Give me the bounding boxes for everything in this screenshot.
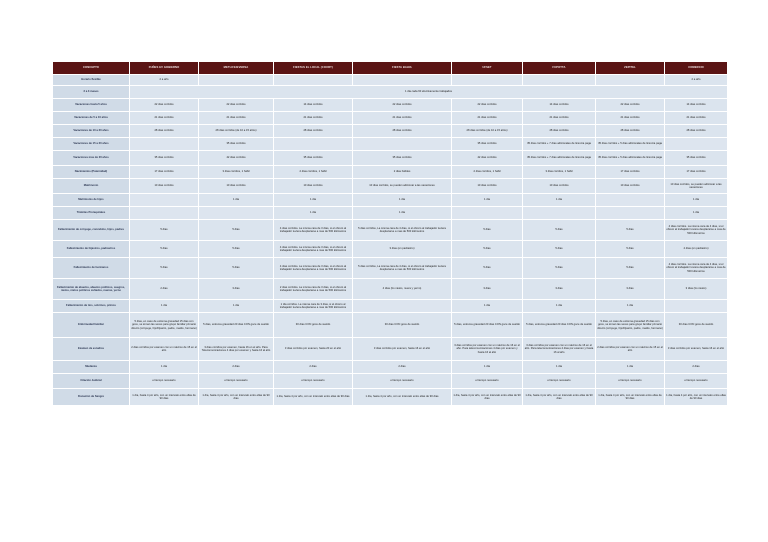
row-label: Vacaciones de 10 a 20 años bbox=[53, 125, 129, 137]
table-row bbox=[53, 374, 727, 388]
table-cell: 35 días corridos + 7 días adicionales de licencia paga bbox=[523, 138, 595, 150]
column-header: ZEPITEL bbox=[596, 62, 664, 74]
column-header: FUÑES EV GOBIERNO bbox=[130, 62, 198, 74]
table-cell: 5 días bbox=[452, 220, 522, 240]
table-cell: 35 días corridos bbox=[452, 138, 522, 150]
table-cell: 22 días corridos bbox=[452, 99, 522, 111]
table-cell bbox=[596, 75, 664, 85]
table-cell: 10 días corridos, se pueden adicionar a las vacaciones bbox=[665, 179, 727, 193]
table-cell: 1 día bbox=[353, 194, 451, 206]
table-cell: 5 días bbox=[596, 220, 664, 240]
row-label: Nacimientos (Paternidad) bbox=[53, 166, 129, 178]
table-cell: 3 días bbox=[523, 279, 595, 299]
table-row bbox=[53, 338, 727, 360]
table-cell: 4 días corridos. La misma cara de 3 días, si el obrero al trabajador tuviera desplazarse a mas de 500 kilómetros bbox=[274, 220, 352, 240]
table-cell: 30 días CON goce de sueldo bbox=[353, 313, 451, 337]
table-cell: 1 día bbox=[199, 194, 273, 206]
table-cell: 1 día bbox=[452, 361, 522, 373]
row-label: Donación de Sangre bbox=[53, 389, 129, 405]
table-cell: 10 días corridos bbox=[596, 179, 664, 193]
table-cell: 21 días corridos bbox=[274, 112, 352, 124]
table-cell: 21 días corridos bbox=[199, 112, 273, 124]
table-cell: el tiempo necesario bbox=[596, 374, 664, 388]
table-cell bbox=[130, 194, 198, 206]
table-cell: 1 día, hasta 4 por año, con un intervalo entre ellas de 90 días bbox=[199, 389, 273, 405]
table-cell: 28 días corridos bbox=[274, 125, 352, 137]
table-cell: 28 días corridos bbox=[523, 125, 595, 137]
table-cell: 5 días, en caso de extrema gravedad 15 días con goce, se toman las veces para grupo familiar primario directo (cónyuge, hijo/hijastro, padre, madre, hermano) bbox=[596, 313, 664, 337]
table-cell: 2 días corridos. La misma cara de 3 días, si el obrero al trabajador tuviera desplazarse a mas de 500 kilómetros bbox=[274, 279, 352, 299]
table-cell: 3 días (tío nietos) bbox=[665, 279, 727, 299]
row-label: Matrimonio bbox=[53, 179, 129, 193]
table-cell: 22 días corridos bbox=[130, 99, 198, 111]
header-row bbox=[53, 62, 727, 74]
table-cell: 5 días bbox=[199, 220, 273, 240]
table-cell: 21 días corridos bbox=[596, 112, 664, 124]
table-cell: 1 día bbox=[199, 300, 273, 312]
table-cell: 5 días bbox=[523, 258, 595, 278]
table-cell: 1 día, hasta 4 por año, con un intervalo entre ellas de 90 días bbox=[130, 389, 198, 405]
table-cell bbox=[199, 207, 273, 219]
table-cell: 1 día bbox=[130, 361, 198, 373]
table-cell: 1 día, hasta 4 por año, con un intervalo entre ellas de 90 días bbox=[452, 389, 522, 405]
table-cell bbox=[274, 75, 352, 85]
table-row bbox=[53, 389, 727, 405]
merged-cell: 1 día cada 60 efectivamente trabajados bbox=[130, 86, 727, 98]
column-header: UFSET bbox=[452, 62, 522, 74]
table-cell: 17 días corridos bbox=[130, 166, 198, 178]
table-cell: 4 días corridos. La misma cara de 4 días, si el obrero al trabajador tuviera desplazarse a mas de 500 kilómetros bbox=[665, 220, 727, 240]
table-cell bbox=[523, 207, 595, 219]
table-cell: 1 día bbox=[452, 194, 522, 206]
table-cell: 22 días corridos bbox=[596, 99, 664, 111]
table-cell: 10 días corridos, se pueden adicionar a las vacaciones bbox=[353, 179, 451, 193]
table-cell bbox=[523, 75, 595, 85]
table-cell: 5 días bbox=[523, 220, 595, 240]
table-cell: 5 días bbox=[199, 241, 273, 257]
table-cell: 5 días bbox=[199, 258, 273, 278]
table-row bbox=[53, 300, 727, 312]
table-cell: 2 días corridos, 1 hábil bbox=[274, 166, 352, 178]
table-cell: 2 a año bbox=[130, 75, 198, 85]
row-label: 2 a 3 meses bbox=[53, 86, 129, 98]
table-cell: 3 días (en padrastro) bbox=[353, 241, 451, 257]
table-cell: 3 días corridos por examen, hasta 20 en el año bbox=[274, 338, 352, 360]
table-cell bbox=[665, 138, 727, 150]
column-header: FIESTAS EL LOCAL (COURT) bbox=[274, 62, 352, 74]
table-cell: 35 días corridos bbox=[274, 151, 352, 165]
table-cell: el tiempo necesario bbox=[199, 374, 273, 388]
table-row bbox=[53, 166, 727, 178]
table-row bbox=[53, 179, 727, 193]
table-cell bbox=[452, 75, 522, 85]
row-label: Examen de estudios bbox=[53, 338, 129, 360]
table-cell: 2 días hábiles bbox=[353, 166, 451, 178]
table-cell: 1 día, hasta 4 por año, con un intervalo entre ellas de 90 días bbox=[353, 389, 451, 405]
table-row bbox=[53, 138, 727, 150]
table-cell: 22 días corridos bbox=[199, 99, 273, 111]
table-cell: 1 día bbox=[596, 361, 664, 373]
table-cell: el tiempo necesario bbox=[130, 374, 198, 388]
table-cell: 1 día, hasta 4 por año, con un intervalo entre ellas de 90 días bbox=[274, 389, 352, 405]
table-row bbox=[53, 125, 727, 137]
row-label: Fallecimiento de abuelos, abuelos políticos, suegros, nietos, nietos políticos cuñados, nueras, yerno bbox=[53, 279, 129, 299]
table-cell: 5 días bbox=[130, 258, 198, 278]
table-cell: 10 días corridos bbox=[274, 179, 352, 193]
table-row bbox=[53, 151, 727, 165]
table-cell: el tiempo necesario bbox=[452, 374, 522, 388]
table-cell: 5 días bbox=[130, 241, 198, 257]
table-row bbox=[53, 86, 727, 98]
table-cell: 5 días, extrema gravedad 20 días CON goce de sueldo bbox=[199, 313, 273, 337]
table-cell: 3 días bbox=[596, 279, 664, 299]
table-row bbox=[53, 279, 727, 299]
column-header: METLIFE/EVERSA bbox=[199, 62, 273, 74]
table-cell: 21 días corridos bbox=[665, 112, 727, 124]
table-cell: 5 días, extrema gravedad 20 días CON goce de sueldo bbox=[452, 313, 522, 337]
table-cell: 42 días corridos bbox=[199, 151, 273, 165]
benefits-table bbox=[52, 61, 728, 406]
table-cell: 22 días corridos bbox=[353, 99, 451, 111]
row-label: Vacaciones hasta 5 años bbox=[53, 99, 129, 111]
table-cell: 1 día bbox=[452, 300, 522, 312]
row-label: Fallecimiento de hijastros, padrastros bbox=[53, 241, 129, 257]
table-cell: 3 días corridos, 1 hábil bbox=[523, 166, 595, 178]
table-cell: 14 días corridos bbox=[665, 99, 727, 111]
table-cell: 30 días CON goce de sueldo bbox=[274, 313, 352, 337]
table-cell: 1 día, hasta 4 por año, con un intervalo entre ellas de 90 días bbox=[523, 389, 595, 405]
row-label: Fallecimiento de hermanos bbox=[53, 258, 129, 278]
row-label: Enfermedad familiar bbox=[53, 313, 129, 337]
row-label: Trámites Prenupciales bbox=[53, 207, 129, 219]
table-cell: 2 días corridos por examen con un máximo de 15 en el año bbox=[596, 338, 664, 360]
table-cell: 35 días corridos + 5 días adicionales de licencia paga bbox=[596, 138, 664, 150]
table-cell: 10 días corridos bbox=[199, 179, 273, 193]
row-label: Vacaciones mas de 20 años bbox=[53, 151, 129, 165]
table-cell: 28 días corridos bbox=[665, 125, 727, 137]
table-cell: 5 días, en caso de extrema gravedad 15 días con goce, se toman las veces para grupo familiar primario directo (cónyuge, hijo/hijastro, padre, madre, hermano) bbox=[130, 313, 198, 337]
table-cell: 5 días bbox=[596, 258, 664, 278]
column-header: CONCEPTO bbox=[53, 62, 129, 74]
table-cell: 1 día bbox=[523, 194, 595, 206]
table-cell: 35 días corridos bbox=[353, 151, 451, 165]
table-cell: 1 día, hasta 4 por año, con un intervalo entre ellas de 90 días bbox=[596, 389, 664, 405]
row-label: Fallecimiento de cónyuge, concubino, hijos, padres bbox=[53, 220, 129, 240]
table-cell: 14 días corridos bbox=[523, 99, 595, 111]
table-cell: 3 días corridos por examen, hasta 16 en el año bbox=[353, 338, 451, 360]
table-row bbox=[53, 75, 727, 85]
table-cell: 35 días corridos bbox=[199, 138, 273, 150]
table-cell: 1 día bbox=[274, 194, 352, 206]
table-cell: 2 días bbox=[274, 361, 352, 373]
table-cell: 28 días corridos bbox=[130, 125, 198, 137]
table-cell: 1 día bbox=[274, 207, 352, 219]
table-cell bbox=[452, 207, 522, 219]
row-label: Fallecimiento de tíos, sobrinos, primos bbox=[53, 300, 129, 312]
table-cell: 35 días corridos + 7 días adicionales de licencia paga bbox=[523, 151, 595, 165]
table-cell: 1 día, hasta 4 por año, con un intervalo entre ellas de 90 días bbox=[665, 389, 727, 405]
table-row bbox=[53, 313, 727, 337]
table-cell: 21 días corridos bbox=[130, 112, 198, 124]
row-label: Horario flexible bbox=[53, 75, 129, 85]
table-cell: 3 días bbox=[452, 279, 522, 299]
table-cell: 2 días corridos por examen con un máximo de 15 en el año bbox=[130, 338, 198, 360]
table-cell: 2 días bbox=[199, 361, 273, 373]
table-cell: 3 días corridos por examen, hasta 16 en el año bbox=[665, 338, 727, 360]
table-cell: 10 días corridos bbox=[523, 179, 595, 193]
table-row bbox=[53, 241, 727, 257]
table-cell: 1 día bbox=[596, 300, 664, 312]
table-cell: 21 días corridos bbox=[353, 112, 451, 124]
table-cell bbox=[353, 75, 451, 85]
row-label: Citación Judicial bbox=[53, 374, 129, 388]
row-label: Vacaciones de 5 a 10 años bbox=[53, 112, 129, 124]
table-cell bbox=[274, 138, 352, 150]
table-cell: 3 días corridos, 1 hábil bbox=[199, 166, 273, 178]
table-cell: 10 días corridos bbox=[130, 179, 198, 193]
table-cell: 3 días corridos por examen con un máximo de 16 en el año. Para telecomunicaciones 4 días por examen y hasta 16 al año bbox=[452, 338, 522, 360]
table-header bbox=[53, 62, 727, 74]
table-cell: 35 días corridos + 5 días adicionales de licencia paga bbox=[596, 151, 664, 165]
table-cell: 17 días corridos bbox=[596, 166, 664, 178]
column-header: FUPOTTA bbox=[523, 62, 595, 74]
column-header: COMERCIO bbox=[665, 62, 727, 74]
row-label: Vacaciones de 15 a 20 años bbox=[53, 138, 129, 150]
table-cell: 1 día bbox=[665, 207, 727, 219]
table-cell: 1 día bbox=[130, 300, 198, 312]
table-cell: 1 día bbox=[353, 207, 451, 219]
table-cell: 4 días corridos. La misma cara de 4 días, si el obrero al trabajador tuviera desplazarse a mas de 500 kilómetros bbox=[665, 258, 727, 278]
table-cell: 5 días bbox=[452, 241, 522, 257]
table-cell: 3 días bbox=[199, 279, 273, 299]
table-cell: 2 días bbox=[130, 279, 198, 299]
table-cell: 14 días corridos bbox=[274, 99, 352, 111]
table-cell: 28 días corridos (de 10 a 15 años) bbox=[199, 125, 273, 137]
table-cell: 3 días corridos por examen con un máximo de 16 en el año. Para telecomunicaciones 4 días por examen y hasta 16 al año bbox=[523, 338, 595, 360]
table-cell: 4 días (en padrastro) bbox=[665, 241, 727, 257]
table-row bbox=[53, 258, 727, 278]
table-cell: 5 días, extrema gravedad 20 días CON goce de sueldo bbox=[523, 313, 595, 337]
table-row bbox=[53, 361, 727, 373]
table-cell bbox=[353, 300, 451, 312]
table-cell: 21 días corridos bbox=[452, 112, 522, 124]
table-cell: 3 días corridos por examen, hasta 16 en el año. Para Telecomunicaciones 4 días por examen y hasta 16 al año bbox=[199, 338, 273, 360]
table-row bbox=[53, 207, 727, 219]
table-cell: 1 día corridos. La misma cara de 3 días, si el obrero al trabajador tuviera desplazarse a mas de 500 kilómetros bbox=[274, 300, 352, 312]
table-cell: el tiempo necesario bbox=[274, 374, 352, 388]
table-row bbox=[53, 112, 727, 124]
table-cell: 4 días (tío nietos, nuera y yerno) bbox=[353, 279, 451, 299]
table-cell bbox=[665, 300, 727, 312]
table-cell: el tiempo necesario bbox=[353, 374, 451, 388]
row-label: Matrimonio de hijos bbox=[53, 194, 129, 206]
table-cell: 5 días bbox=[130, 220, 198, 240]
table-cell bbox=[130, 207, 198, 219]
row-label: Mudanza bbox=[53, 361, 129, 373]
table-row bbox=[53, 220, 727, 240]
table-cell: 4 días corridos. La misma cara de 3 días, si el obrero al trabajador tuviera desplazarse a mas de 500 kilómetros bbox=[274, 258, 352, 278]
table-cell: 21 días corridos bbox=[523, 112, 595, 124]
table-cell: 5 días bbox=[523, 241, 595, 257]
table-cell bbox=[596, 194, 664, 206]
benefits-comparison-sheet bbox=[52, 61, 726, 406]
table-cell: el tiempo necesario bbox=[523, 374, 595, 388]
table-cell bbox=[596, 207, 664, 219]
table-cell: 5 días bbox=[596, 241, 664, 257]
table-cell: 1 día bbox=[665, 194, 727, 206]
table-cell: 2 días bbox=[665, 361, 727, 373]
column-header: FIESTA BAHIA bbox=[353, 62, 451, 74]
table-row bbox=[53, 194, 727, 206]
table-cell bbox=[130, 138, 198, 150]
table-cell: 1 día bbox=[523, 300, 595, 312]
table-cell: 4 días corridos. La misma cara de 3 días, si el obrero al trabajador tuviera desplazarse a mas de 500 kilómetros bbox=[274, 241, 352, 257]
table-cell: 30 días CON goce de sueldo bbox=[665, 313, 727, 337]
table-row bbox=[53, 99, 727, 111]
table-cell: 2 días bbox=[353, 361, 451, 373]
table-cell: 35 días corridos bbox=[130, 151, 198, 165]
table-body bbox=[53, 75, 727, 405]
table-cell: 28 días corridos bbox=[596, 125, 664, 137]
table-cell: 17 días corridos bbox=[665, 166, 727, 178]
table-cell: 5 días corridos, La misma cara de 4 días, si el obrero al trabajador tuviera desplazarse a mas de 500 kilómetros bbox=[353, 258, 451, 278]
table-cell: 10 días corridos bbox=[452, 179, 522, 193]
table-cell: el tiempo necesario bbox=[665, 374, 727, 388]
table-cell: 28 días corridos bbox=[353, 125, 451, 137]
table-cell: 1 día bbox=[523, 361, 595, 373]
table-cell: 5 días bbox=[452, 258, 522, 278]
table-cell: 5 días corridos, La misma cara de 4 días, si el obrero al trabajador tuviera desplazarse a mas de 500 kilómetros bbox=[353, 220, 451, 240]
table-cell: 2 a año bbox=[665, 75, 727, 85]
table-cell: 28 días corridos (de 10 a 15 años) bbox=[452, 125, 522, 137]
table-cell: 42 días corridos bbox=[452, 151, 522, 165]
table-cell: 2 días corridos, 1 hábil bbox=[452, 166, 522, 178]
table-cell bbox=[199, 75, 273, 85]
table-cell bbox=[353, 138, 451, 150]
table-cell: 35 días corridos bbox=[665, 151, 727, 165]
